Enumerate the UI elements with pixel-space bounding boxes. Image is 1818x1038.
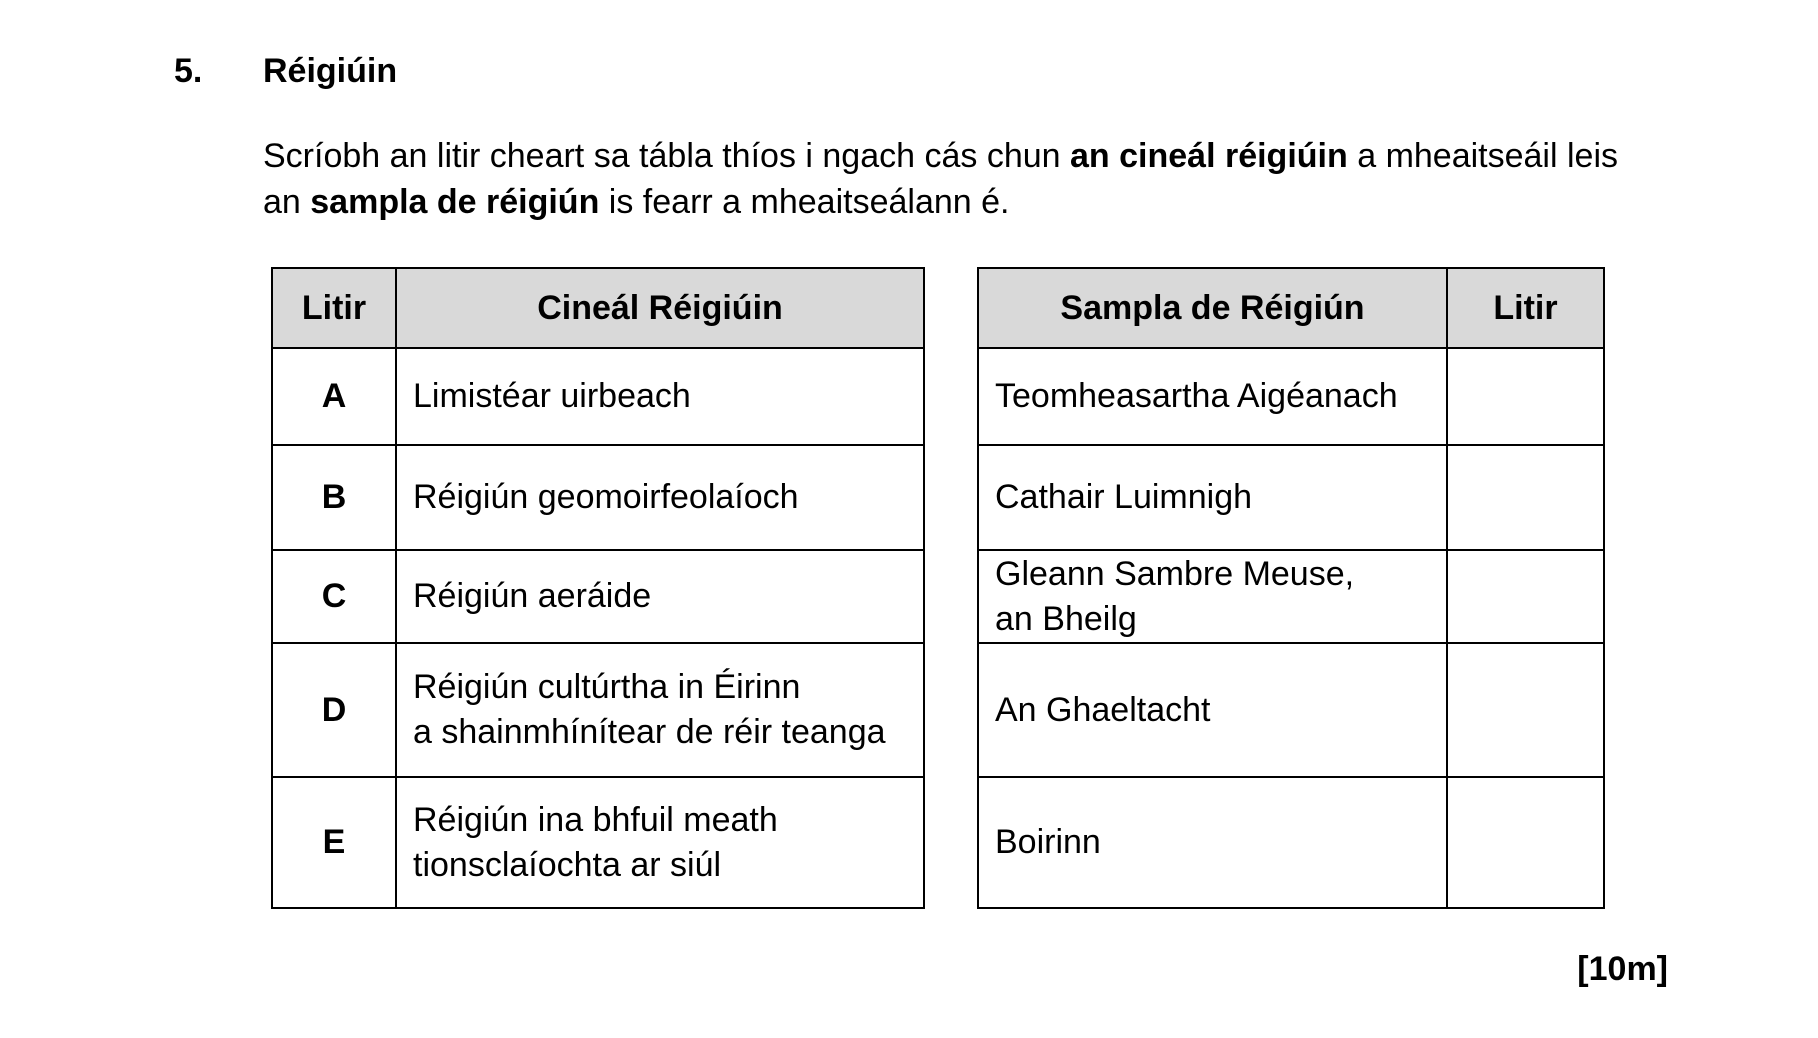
table-row [272, 348, 924, 445]
cell-line: An Ghaeltacht [995, 690, 1211, 729]
instructions [263, 133, 1663, 225]
instruction-text-3: is fearr a mheaitseálann é. [599, 183, 1010, 221]
answer-cell[interactable] [1447, 643, 1604, 777]
cell-line: a shainmhínítear de réir teanga [413, 713, 886, 751]
cell-line: Réigiún cultúrtha in Éirinn [413, 668, 801, 706]
cell-line: Réigiún geomoirfeolaíoch [413, 478, 799, 516]
table-row [978, 445, 1604, 550]
cell-line: Réigiún ina bhfuil meath [413, 800, 778, 839]
cell-line: an Bheilg [995, 599, 1137, 638]
cell-line: Réigiún aeráide [413, 577, 652, 615]
table-row [272, 445, 924, 550]
answer-cell[interactable] [1447, 348, 1604, 445]
table-row [272, 643, 924, 777]
cell-line: Boirinn [995, 823, 1101, 861]
cell-line: Cathair Luimnigh [995, 478, 1253, 516]
region-sample-cell [978, 348, 1447, 445]
table-row [978, 777, 1604, 908]
question-number: 5. [174, 52, 203, 90]
region-type-cell [396, 550, 924, 643]
region-sample-cell [978, 777, 1447, 908]
region-type-cell [396, 348, 924, 445]
header-region-type: Cineál Réigiúin [396, 268, 924, 348]
cell-line: Teomheasartha Aigéanach [995, 377, 1398, 415]
row-letter: C [272, 550, 396, 643]
row-letter: A [272, 348, 396, 445]
instruction-bold-sample: sampla de réigiún [310, 183, 600, 221]
header-letter: Litir [272, 268, 396, 348]
table-row [978, 550, 1604, 643]
row-letter: B [272, 445, 396, 550]
region-type-table [271, 267, 925, 909]
instruction-text-2: a mheaitseáil leis an [263, 137, 1619, 221]
header-region-sample: Sampla de Réigiún [978, 268, 1447, 348]
instruction-text-1: Scríobh an litir cheart sa tábla thíos i ngach cás chun [263, 137, 1071, 175]
region-type-cell [396, 643, 924, 777]
row-letter: D [272, 643, 396, 777]
table-row [978, 643, 1604, 777]
cell-line: tionsclaíochta ar siúl [413, 845, 722, 884]
table-row [978, 348, 1604, 445]
table-row [272, 550, 924, 643]
question-title: Réigiúin [263, 52, 398, 90]
answer-cell[interactable] [1447, 777, 1604, 908]
region-sample-cell [978, 550, 1447, 643]
instruction-bold-type: an cineál réigiúin [1070, 137, 1348, 175]
marks-label: [10m] [1577, 950, 1668, 988]
region-sample-cell [978, 643, 1447, 777]
region-type-cell [396, 445, 924, 550]
region-sample-table [977, 267, 1605, 909]
row-letter: E [272, 777, 396, 908]
table-row [272, 777, 924, 908]
region-sample-cell [978, 445, 1447, 550]
cell-line: Gleann Sambre Meuse, [995, 554, 1355, 593]
answer-cell[interactable] [1447, 445, 1604, 550]
answer-cell[interactable] [1447, 550, 1604, 643]
region-type-cell [396, 777, 924, 908]
cell-line: Limistéar uirbeach [413, 377, 691, 415]
header-letter: Litir [1447, 268, 1604, 348]
